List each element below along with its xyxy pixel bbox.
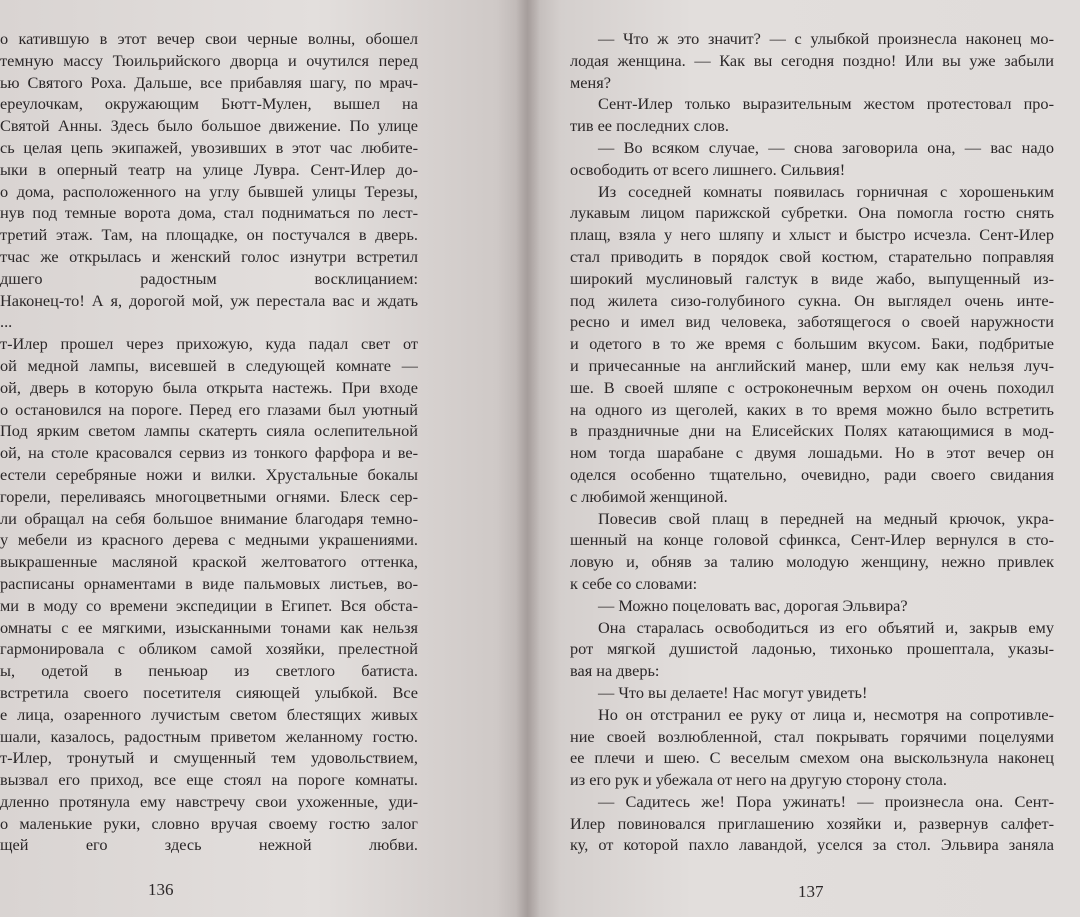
text-line: ой медной лампы, висевшей в следующей комнате —: [0, 355, 418, 375]
text-line: шали, казалось, радостным приветом желанному гостю.: [0, 726, 418, 746]
text-line: и одетого в то же время с большим вкусом. Баки, подбритые: [570, 334, 1054, 354]
text-line: ние своей возлюбленной, стал покрывать горячими поцелуями: [570, 726, 1054, 746]
text-line: ее плечи и шею. С веселым смехом она выскользнула наконец: [570, 748, 1054, 768]
text-line: — Во всяком случае, — снова заговорила она, — вас надо: [598, 137, 1054, 157]
text-line: к себе со словами:: [570, 573, 698, 593]
text-line: о катившую в этот вечер свои черные волны, обошел: [0, 29, 418, 48]
text-line: Из соседней комнаты появилась горничная с хорошеньким: [598, 181, 1054, 201]
text-line: шенный на конце головой сфинкса, Сент-Илер вернулся в сто-: [570, 530, 1054, 550]
text-line: Повесив свой плащ в передней на медный крючок, укра-: [598, 508, 1054, 528]
right-page-number: 137: [798, 882, 824, 901]
left-page: [0, 0, 528, 917]
text-line: — Садитесь же! Пора ужинать! — произнесла она. Сент-: [598, 791, 1054, 811]
text-line: темную массу Тюильрийского дворца и очутился перед: [0, 50, 418, 70]
text-line: встретила своего посетителя сияющей улыбкой. Все: [0, 682, 418, 702]
text-line: горели, переливаясь многоцветными огнями. Блеск сер-: [0, 486, 418, 506]
text-line: сь целая цепь экипажей, увозивших в этот час любите-: [0, 137, 418, 157]
text-line: ой, на столе красовался сервиз из тонкого фарфора и ве-: [0, 443, 418, 463]
text-line: расписаны орнаментами в виде пальмовых листьев, во-: [0, 573, 418, 593]
text-line: ресно и имел вид человека, заботящегося о своей наружности: [570, 312, 1054, 332]
text-line: меня?: [570, 72, 611, 92]
text-line: на одного из щеголей, каких в то время можно было встретить: [570, 399, 1054, 419]
text-line: ой, дверь в которую была открыта настежь. При входе: [0, 377, 418, 397]
text-line: лодая женщина. — Как вы сегодня поздно! Или вы уже забыли: [570, 50, 1054, 70]
text-line: Под ярким светом лампы скатерть сияла ослепительной: [0, 421, 418, 441]
text-line: ку, от которой пахло лавандой, уселся за стол. Эльвира заняла: [570, 835, 1054, 855]
right-page-text: [570, 28, 1054, 856]
text-line: тив ее последних слов.: [570, 116, 729, 136]
text-line: ном тогда шарабане с двумя лошадьми. Но в этот вечер он: [570, 443, 1054, 463]
text-line: плащ, взяла у него шляпу и хлыст и быстро исчезла. Сент-Илер: [570, 225, 1054, 245]
text-line: гармонировала с обликом самой хозяйки, прелестной: [0, 639, 418, 659]
text-line: ...: [0, 312, 13, 332]
text-line: в праздничные дни на Елисейских Полях катающимися в мод-: [570, 421, 1054, 441]
text-line: освободить от всего лишнего. Сильвия!: [570, 159, 846, 179]
text-line: дленно протянула ему навстречу свои ухоженные, уди-: [0, 791, 418, 811]
text-line: Сент-Илер только выразительным жестом протестовал про-: [598, 94, 1054, 114]
text-line: Она старалась освободиться из его объятий и, закрыв ему: [598, 617, 1054, 637]
text-line: стал приводить в порядок свой костюм, старательно поправляя: [570, 246, 1054, 266]
text-line: и причесанные на английский манер, шли ему как нельзя луч-: [570, 355, 1054, 375]
left-page-text: [0, 28, 418, 856]
text-line: Но он отстранил ее руку от лица и, несмотря на сопротивле-: [598, 704, 1054, 724]
text-line: естели серебряные ножи и вилки. Хрустальные бокалы: [0, 464, 418, 484]
text-line: ью Святого Роха. Дальше, все прибавляя шагу, по мрач-: [0, 72, 418, 92]
text-line: о остановился на пороге. Перед его глазами был уютный: [0, 399, 418, 419]
text-line: широкий муслиновый галстук в виде жабо, выпущенный из-: [570, 268, 1054, 288]
text-line: омнаты с ее мягкими, изысканными тонами как нельзя: [0, 617, 418, 637]
text-line: из его рук и убежала от него на другую сторону стола.: [570, 770, 947, 790]
text-line: е лица, озаренного лучистым светом блестящих живых: [0, 704, 418, 724]
text-line: тчас же открылась и женский голос изнутри встретил: [0, 246, 418, 266]
text-line: о дома, расположенного на углу бывшей улицы Терезы,: [0, 181, 418, 201]
text-line: т-Илер, тронутый и смущенный тем удовольствием,: [0, 748, 418, 768]
text-line: ли обращал на себя большое внимание благодаря темно-: [0, 508, 418, 528]
text-line: ы, одетой в пеньюар из светлого батиста.: [0, 661, 418, 681]
text-line: т-Илер прошел через прихожую, куда падал свет от: [0, 334, 418, 354]
text-line: о маленькие руки, словно вручая своему гостю залог: [0, 813, 418, 833]
text-line: Наконец-то! А я, дорогой мой, уж перестала вас и ждать: [0, 290, 418, 310]
text-line: с любимой женщиной.: [570, 486, 728, 506]
text-line: ловую и, обняв за талию молодую женщину, нежно привлек: [570, 552, 1054, 572]
text-line: ереулочкам, окружающим Бютт-Мулен, вышел на: [0, 94, 418, 114]
text-line: лукавым лицом парижской субретки. Она помогла гостю снять: [570, 203, 1054, 223]
text-line: ыки в оперный театр на улице Лувра. Сент-Илер до-: [0, 159, 418, 179]
text-line: выкрашенные масляной краской желтоватого оттенка,: [0, 552, 418, 572]
text-line: щей его здесь нежной любви.: [0, 835, 418, 855]
text-line: — Можно поцеловать вас, дорогая Эльвира?: [598, 595, 908, 615]
text-line: третий этаж. Там, на площадке, он постучался в дверь.: [0, 225, 418, 245]
text-line: Илер повиновался приглашению хозяйки и, развернув салфет-: [570, 813, 1054, 833]
text-line: — Что ж это значит? — с улыбкой произнесла наконец мо-: [598, 29, 1054, 48]
text-line: — Что вы делаете! Нас могут увидеть!: [598, 682, 868, 702]
text-line: нув под темные ворота дома, стал подниматься по лест-: [0, 203, 418, 223]
text-line: ше. В своей шляпе с остроконечным верхом он очень походил: [570, 377, 1054, 397]
text-line: вызвал его приход, все еще стоял на пороге комнаты.: [0, 770, 418, 790]
left-page-number: 136: [148, 880, 174, 899]
text-line: рот мягкой душистой ладонью, тихонько прошептала, указы-: [570, 639, 1054, 659]
text-line: вая на дверь:: [570, 661, 660, 681]
text-line: ми в моду со времени экспедиции в Египет. Вся обста-: [0, 595, 418, 615]
text-line: у мебели из красного дерева с медными украшениями.: [0, 530, 418, 550]
right-page: [528, 0, 1080, 917]
text-line: оделся особенно тщательно, очевидно, ради своего свидания: [570, 464, 1054, 484]
text-line: дшего радостным восклицанием:: [0, 268, 418, 288]
text-line: Святой Анны. Здесь было большое движение. По улице: [0, 116, 418, 136]
text-line: под жилета сизо-голубиного сукна. Он выглядел очень инте-: [570, 290, 1054, 310]
book-gutter: [516, 0, 540, 917]
